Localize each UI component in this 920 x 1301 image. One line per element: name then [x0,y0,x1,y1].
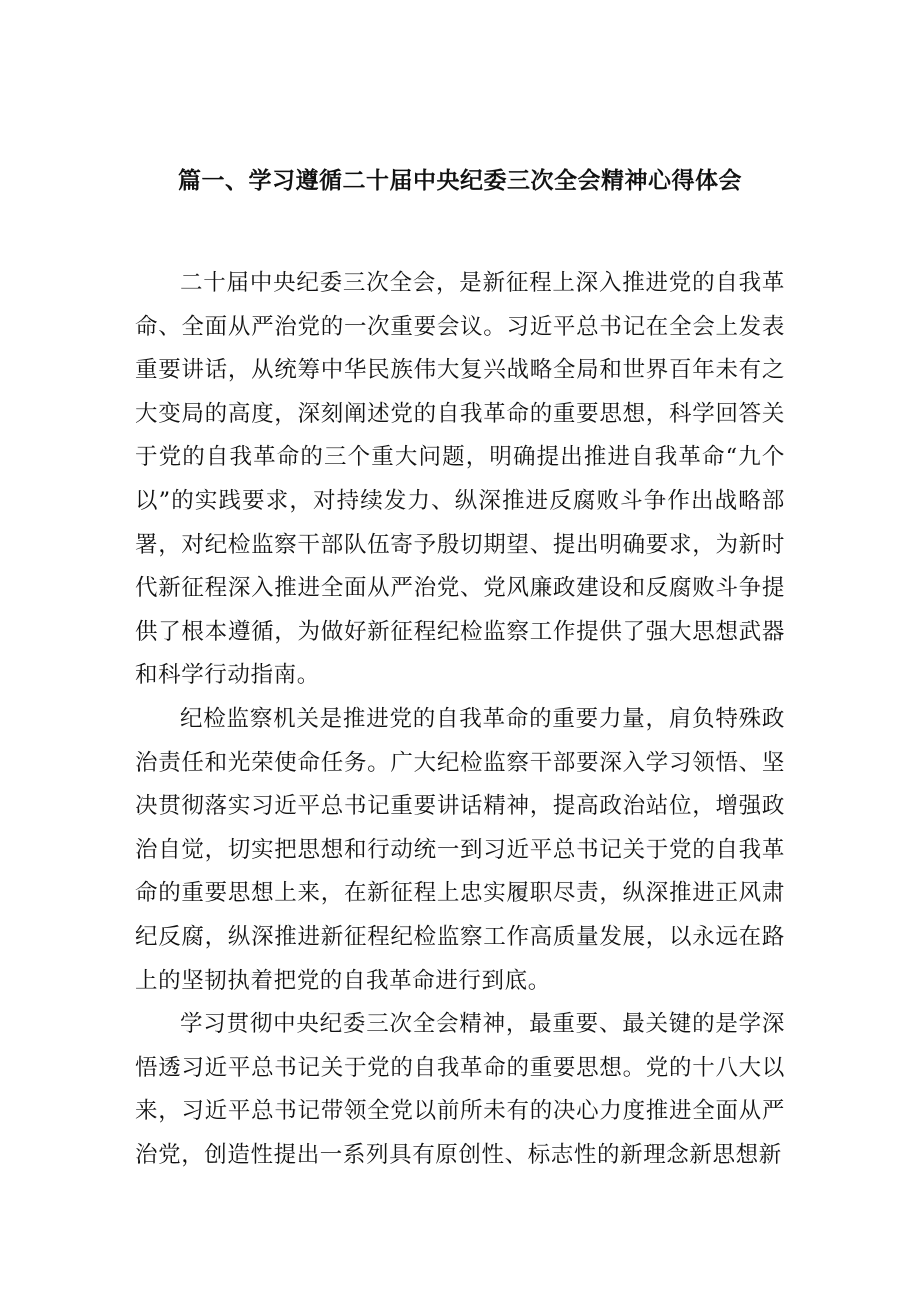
paragraph-3: 学习贯彻中央纪委三次全会精神，最重要、最关键的是学深悟透习近平总书记关于党的自我革命的重要思想。党的十八大以来，习近平总书记带领全党以前所未有的决心力度推进全面从严治党，创造性提出一系列具有原创性、标志性的新理念新思想新 [135,1011,785,1168]
document-title: 篇一、学习遵循二十届中央纪委三次全会精神心得体会 [178,168,742,194]
document-body [135,262,785,1177]
paragraph-1: 二十届中央纪委三次全会，是新征程上深入推进党的自我革命、全面从严治党的一次重要会议。习近平总书记在全会上发表重要讲话，从统筹中华民族伟大复兴战略全局和世界百年未有之大变局的高度，深刻阐述党的自我革命的重要思想，科学回答关于党的自我革命的三个重大问题，明确提出推进自我革命“九个以”的实践要求，对持续发力、纵深推进反腐败斗争作出战略部署，对纪检监察干部队伍寄予殷切期望、提出明确要求，为新时代新征程深入推进全面从严治党、党风廉政建设和反腐败斗争提供了根本遵循，为做好新征程纪检监察工作提供了强大思想武器和科学行动指南。 [135,270,785,689]
paragraph-2: 纪检监察机关是推进党的自我革命的重要力量，肩负特殊政治责任和光荣使命任务。广大纪检监察干部要深入学习领悟、坚决贯彻落实习近平总书记重要讲话精神，提高政治站位，增强政治自觉，切实把思想和行动统一到习近平总书记关于党的自我革命的重要思想上来，在新征程上忠实履职尽责，纵深推进正风肃纪反腐，纵深推进新征程纪检监察工作高质量发展，以永远在路上的坚韧执着把党的自我革命进行到底。 [135,705,785,994]
